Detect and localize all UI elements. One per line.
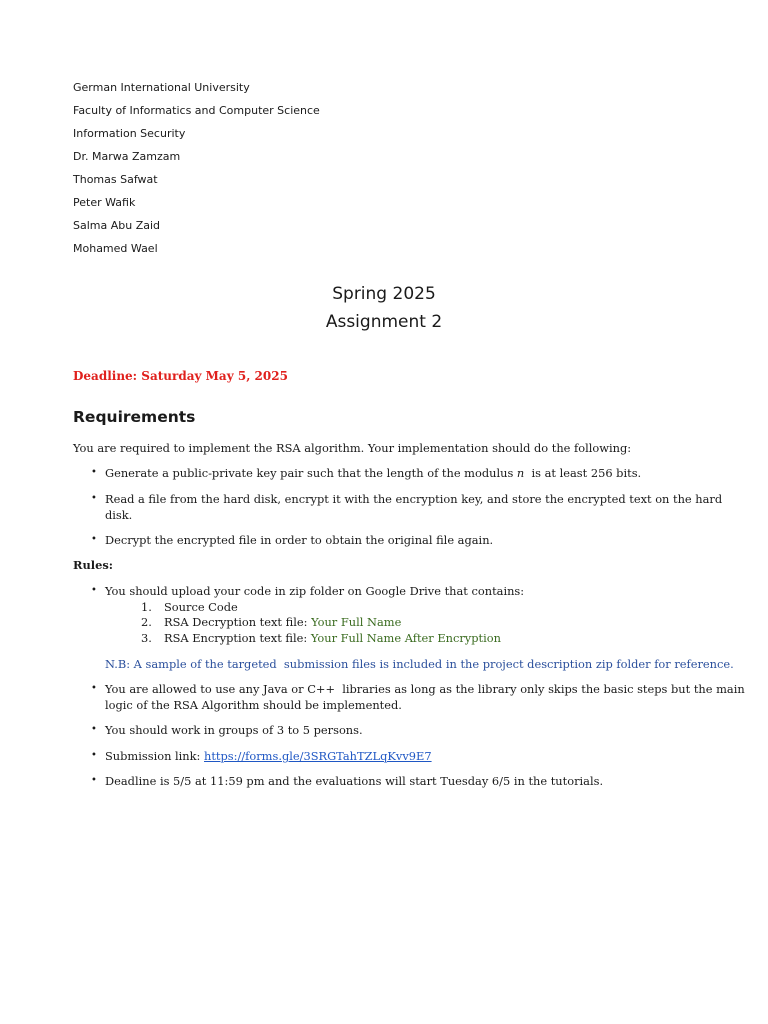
requirement-encrypt-line1: Read a file from the hard disk, encrypt it with the encryption key, and store the encrypted text on the hard [105,492,723,506]
requirement-decrypt: Decrypt the encrypted file in order to obtain the original file again. [105,533,494,547]
bullet-marker: • [91,585,97,596]
member-name: Peter Wafik [73,196,136,209]
requirement-encrypt-line2: disk. [105,508,133,522]
rules-heading: Rules: [73,558,113,572]
bullet-marker: • [91,683,97,694]
file-list-item [141,630,501,646]
header-block [73,80,673,264]
assignment-title: Assignment 2 [325,312,443,332]
faculty-name: Faculty of Informatics and Computer Science [73,104,320,117]
file-value: Your Full Name After Encryption [310,631,501,645]
file-label: Source Code [164,600,238,614]
bullet-marker: • [91,750,97,761]
rule-libraries-line1: You are allowed to use any Java or C++ libraries as long as the library only skips the basic steps but the main [105,682,745,696]
member-name: Thomas Safwat [73,173,158,186]
submission-link[interactable]: https://forms.gle/3SRGTahTZLqKvv9E7 [204,749,432,763]
rule-deadline: Deadline is 5/5 at 11:59 pm and the evaluations will start Tuesday 6/5 in the tutorials. [105,774,604,788]
deadline-text: Deadline: Saturday May 5, 2025 [73,369,288,383]
keypair-text: Generate a public-private key pair such that the length of the modulus [105,466,517,480]
bullet-marker: • [91,493,97,504]
bullet-marker: • [91,724,97,735]
bullet-marker: • [91,534,97,545]
requirements-heading: Requirements [73,408,196,426]
term-title: Spring 2025 [332,284,436,304]
requirements-intro: You are required to implement the RSA algorithm. Your implementation should do the following: [73,441,632,455]
instructor-name: Dr. Marwa Zamzam [73,150,181,163]
file-label: RSA Decryption text file: [164,615,312,629]
university-name: German International University [73,81,250,94]
member-name: Mohamed Wael [73,242,158,255]
bullet-marker: • [91,467,97,478]
rule-groups: You should work in groups of 3 to 5 persons. [105,723,363,737]
list-number: 3. [141,631,152,645]
member-name: Salma Abu Zaid [73,219,161,232]
modulus-variable: n [516,466,525,480]
rule-libraries-line2: logic of the RSA Algorithm should be implemented. [105,698,402,712]
submission-label: Submission link: [105,749,205,763]
list-number: 1. [141,600,152,614]
rule-submission [105,748,432,764]
file-label: RSA Encryption text file: [164,631,311,645]
bullet-marker: • [91,775,97,786]
file-value: Your Full Name [311,615,402,629]
requirement-keypair [105,465,641,481]
submission-note: N.B: A sample of the targeted submission files is included in the project description zip folder for reference. [105,657,734,671]
list-number: 2. [141,615,152,629]
rule-upload: You should upload your code in zip folder on Google Drive that contains: [105,584,525,598]
keypair-text-end: is at least 256 bits. [524,466,642,480]
file-list-item [141,614,401,630]
file-list-item [141,599,238,615]
course-name: Information Security [73,127,186,140]
